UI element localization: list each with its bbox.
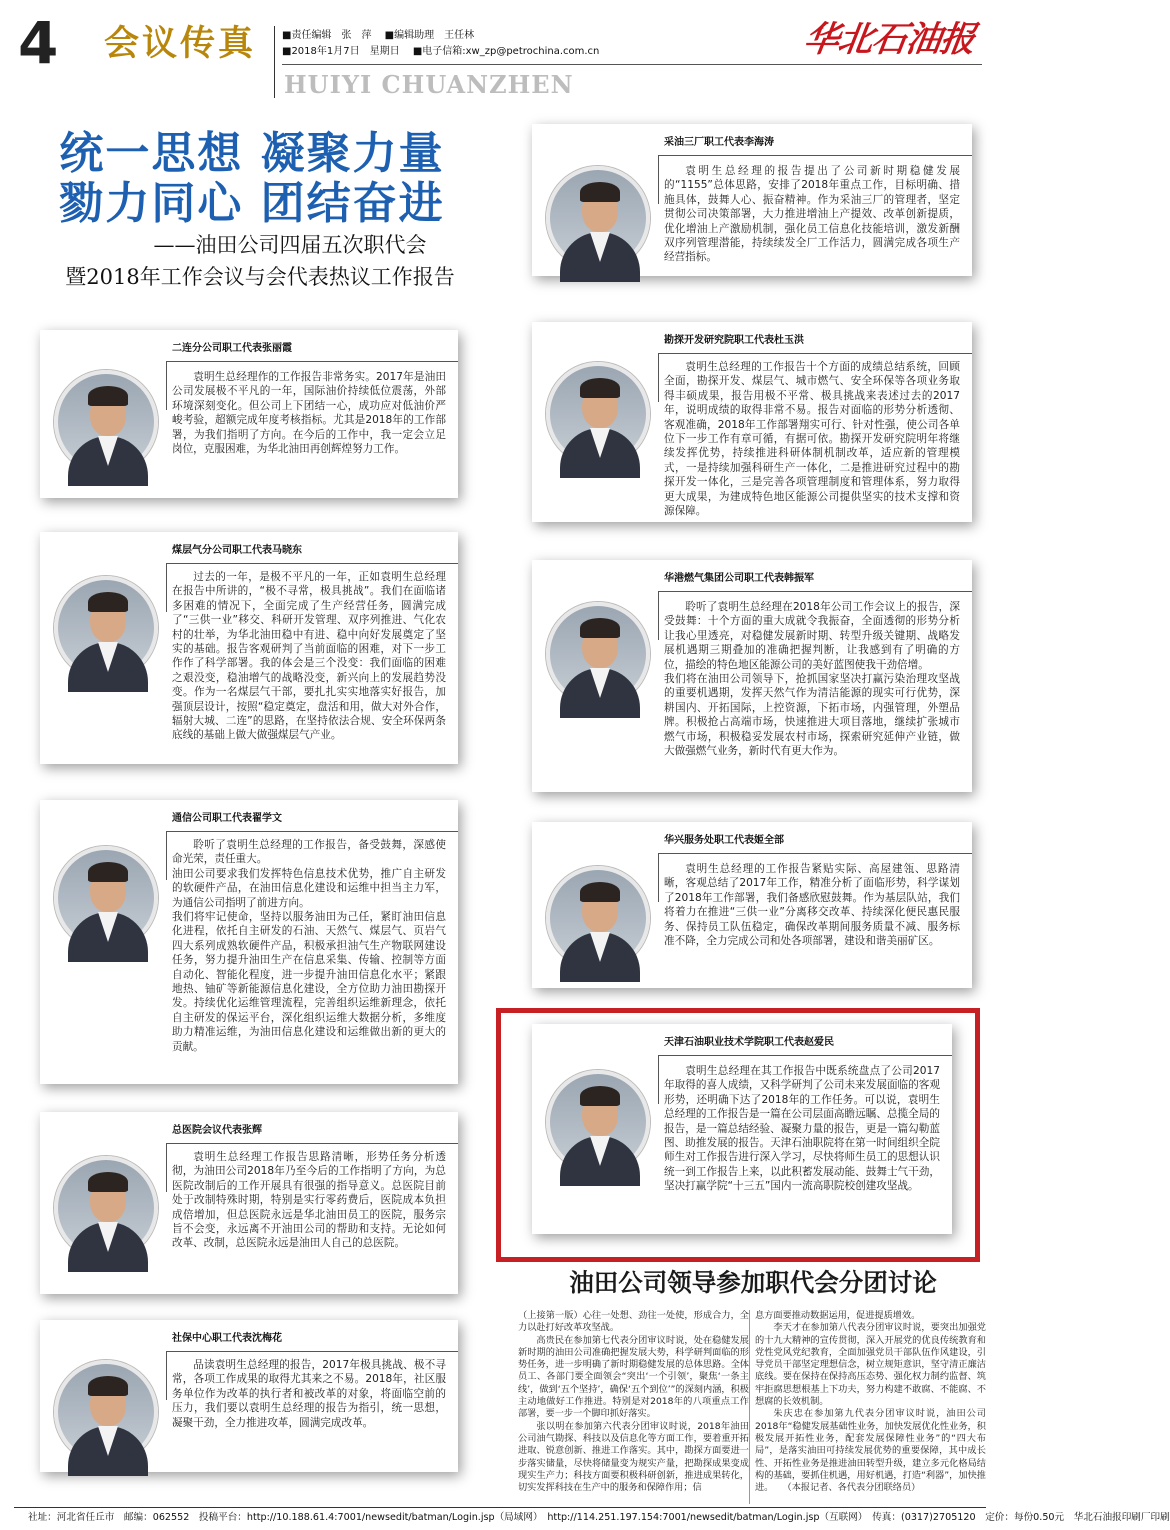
card-ji-quanbu bbox=[532, 822, 972, 988]
news-paragraph: 高贵民在参加第七代表分团审议时说，处在稳健发展新时期的油田公司准确把握发展大势，科学研判面临的形势任务，进一步明确了新时期稳健发展的总体思路。全体员工、各部门要全面领会“突出‘一个引领’，聚焦‘一条主线’，做到‘五个坚持’，确保‘五个到位’”的深刻内涵，积极主动地做好工作推进。特别是对2018年的八项重点工作部署，要一步一个脚印抓好落实。 bbox=[518, 1334, 749, 1420]
news-column-2 bbox=[755, 1310, 986, 1504]
masthead-row-date bbox=[282, 44, 609, 60]
statement-text: 袁明生总经理在其工作报告中既系统盘点了公司2017年取得的喜人成绩，又科学研判了公司未来发展面临的客观形势，还明确下达了2018年的工作任务。可以说，袁明生总经理的工作报告是一篇在公司层面高瞻远瞩、总揽全局的报告，是一篇总结经验、凝聚力量的报告，更是一篇勾勒蓝图、助推发展的报告。天津石油职院将在第一时间组织全院师生对工作报告进行深入学习，尽快将师生员工的思想认识统一到工作报告上来，以此积蓄发展动能、鼓舞士气干劲，坚决打赢学院“十三五”国内一流高职院校创建攻坚战。 bbox=[664, 1065, 940, 1193]
section-pinyin: HUIYI CHUANZHEN bbox=[284, 70, 574, 99]
statement-text: 过去的一年，是极不平凡的一年，正如袁明生总经理在报告中所讲的，“极不寻常，极具挑战”。我们在面临诸多困难的情况下，全面完成了生产经营任务，圆满完成了“三供一业”移交、科研开发管理、双序列推进、气化农村的壮举，为华北油田稳中有进、稳中向好发展奠定了坚实的基础。报告客观研判了当前面临的困难，对下一步工作作了科学部署。我的体会是三个没变：我们面临的困难之艰没变，稳油增气的战略没变，新兴向上的发展趋势没变。作为一名煤层气干部，要扎扎实实地落实好报告，加强顶层设计，按照“稳定奠定，盘活和用，做大对外合作，辐射大城、二连”的思路，在坚持依法合规、安全环保两条底线的基础上做大做强煤层气产业。 bbox=[172, 571, 446, 742]
portrait-photo bbox=[546, 362, 650, 466]
card-shen-meihua bbox=[40, 1320, 458, 1472]
section-title: 会议传真 bbox=[104, 23, 257, 64]
statement-text: 袁明生总经理的报告提出了公司新时期稳健发展的“1155”总体思路，安排了2018年重点工作，目标明确、措施具体，鼓舞人心、振奋精神。作为采油三厂的管理者，坚定贯彻公司决策部署，大力推进增油上产提效、改革创新提质，优化增油上产激励机制，强化员工信息化技能培训，激发新酬双序列管理潜能，持续续发全厂工作活力，圆满完成各项生产经营指标。 bbox=[664, 165, 960, 264]
statement-text: 袁明生总经理作的工作报告非常务实。2017年是油田公司发展极不平凡的一年，国际油价持续低位震荡，外部环境深刻变化。但公司上下团结一心，成功应对低油价严峻考验，超额完成年度考核指标。尤其是2018年的工作部署，为我们指明了方向。在今后的工作中，我一定会立足岗位，克服困难，为华北油田再创辉煌努力工作。 bbox=[172, 371, 446, 456]
card-ma-xiaodong bbox=[40, 532, 458, 764]
news-column-divider bbox=[749, 1310, 750, 1504]
headline-line-2: 勠力同心 团结奋进 bbox=[59, 178, 445, 229]
card-zhao-aimin bbox=[532, 1024, 952, 1234]
issue-date: ■2018年1月7日 星期日 bbox=[282, 46, 400, 57]
portrait-photo bbox=[54, 846, 158, 950]
representative-name: 二连分公司职工代表张丽霞 bbox=[166, 330, 458, 362]
headline-line-1: 统一思想 凝聚力量 bbox=[59, 128, 445, 179]
statement-text: 袁明生总经理的工作报告十个方面的成绩总结系统，回顾全面，勘探开发、煤层气、城市燃气、安全环保等各项业务取得丰硕成果，报告用极不平常、极具挑战来表述过去的2017年，说明成绩的取得非常不易。报告对面临的形势分析透彻、客观准确，2018年工作部署翔实可行、针对性强，使公司各单位下一步工作有章可循，有据可依。勘探开发研究院明年将继续发挥优势，持续推进科研体制机制改革，适应新的管理模式，一是持续加强科研生产一体化，二是推进研究过程中的勘探开发一体化，三是完善各项管理制度和管理体系，努力取得更大成果，为建成特色地区能源公司提供坚实的技术支撑和资源保障。 bbox=[664, 361, 960, 518]
news-paragraph: 朱庆忠在参加第九代表分团审议时说，油田公司2018年“稳健发展基础性业务，加快发展优化性业务，积极发展开拓性业务，配套发展保障性业务”的“四大布局”，是落实油田可持续发展优势的重要保障，其中成长性、开拓性业务是推进油田转型升级，建立多元化格局结构的基础，要抓住机遇，用好机遇，打造“利器”，加快推进。 （本报记者、各代表分团联络员） bbox=[755, 1408, 986, 1494]
subheadline-line-2: 暨2018年工作会议与会代表热议工作报告 bbox=[65, 265, 455, 289]
portrait-photo bbox=[546, 602, 650, 706]
assistant-editor-label: ■编辑助理 王任林 bbox=[384, 30, 475, 41]
statement-text: 袁明生总经理工作报告思路清晰，形势任务分析透彻，为油田公司2018年乃至今后的工作指明了方向，为总医院改制后的工作开展具有很强的指导意义。总医院目前处于改制特殊时期，特别是实行零药费后，医院成本负担成倍增加，但总医院永远是华北油田员工的医院，服务宗旨不会变，永远离不开油田公司的帮助和支持。无论如何改革、改制，总医院永远是油田人自己的总医院。 bbox=[172, 1151, 446, 1250]
representative-name: 煤层气分公司职工代表马晓东 bbox=[166, 532, 458, 564]
representative-name: 总医院会议代表张辉 bbox=[166, 1112, 458, 1144]
news-paragraph: 张以明在参加第六代表分团审议时说，2018年油田公司油气勘探、科技以及信息化等方面工作，要着重开拓进取、锐意创新、推进工作落实。其中，勘探方面要进一步落实储量，尽快将储量变为规实产量，把勘探成果变成现实生产力；科技方面要积极科研创新，推进成果转化，切实发挥科技在生产中的服务和保障作用；信 bbox=[518, 1420, 749, 1494]
footer-rule bbox=[14, 1507, 986, 1508]
news-paragraph: （上接第一版）心往一处想、劲往一处使，形成合力，全力以赴打好改革攻坚战。 bbox=[518, 1310, 749, 1334]
newspaper-logo: 华北石油报 bbox=[801, 19, 977, 60]
statement-text: 聆听了袁明生总经理的工作报告，备受鼓舞，深感使命光荣，责任重大。 油田公司要求我们发挥特色信息技术优势，推广自主研发的软硬件产品，在油田信息化建设和运维中担当主力军，为通信公司指明了前进方向。 我们将牢记使命，坚持以服务油田为己任，紧盯油田信息化进程，依托自主研发的石油、天然气、煤层气、页岩气四大系列成熟软硬件产品，积极承担油气生产物联网建设任务，努力提升油田生产在信息采集、传输、控制等方面自动化、智能化程度，进一步提升油田信息化水平；紧跟地热、铀矿等新能源信息化建设，全方位助力油田勘探开发。持续优化运维管理流程，完善组织运维新理念，依托自主研发的保运平台，深化组织运维大数据分析，多维度助力精准运维，为油田信息化建设和运维做出新的更大的贡献。 bbox=[172, 839, 446, 1053]
masthead-rule bbox=[282, 64, 982, 65]
portrait-photo bbox=[546, 1070, 650, 1174]
footer-imprint: 社址：河北省任丘市 邮编：062552 投稿平台：http://10.188.61.4:7001/newsedit/batman/Login.jsp（局域网） http://114.251.197.154:7001/newsedit/batman/Login.jsp（互联网） 传真：(0317)2705120 定价：每份0.50元 华北石油报印刷厂印刷 bbox=[28, 1512, 1170, 1523]
statement-text: 聆听了袁明生总经理在2018年公司工作会议上的报告，深受鼓舞：十个方面的重大成就令我振奋，全面透彻的形势分析让我心里透亮，对稳健发展新时期、转型升级关键期、战略发展机遇期三期叠加的准确把握判断，让我感到有了明确的方位，描绘的特色地区能源公司的美好蓝图使我干劲倍增。 我们将在油田公司领导下，抢抓国家坚决打赢污染治理攻坚战的重要机遇期，发挥天然气作为清洁能源的现实可行优势，深耕国内、开拓国际，上控资源，下拓市场，内强管理，外塑品牌。积极抢占高端市场，快速推进大项目落地，继续扩张城市燃气市场，积极稳妥发展农村市场，探索研究延伸产业链，做大做强燃气业务，新时代有更大作为。 bbox=[664, 601, 960, 758]
representative-name: 勘探开发研究院职工代表杜玉洪 bbox=[658, 322, 972, 354]
statement-text: 品读袁明生总经理的报告，2017年极具挑战、极不寻常，各项工作成果的取得尤其来之不易。2018年，社区服务单位作为改革的执行者和被改革的对象，将面临空前的压力，我们要以袁明生总经理的报告为指引，统一思想，凝聚干劲，全力推进攻革，圆满完成改革。 bbox=[172, 1359, 446, 1429]
representative-name: 天津石油职业技术学院职工代表赵爱民 bbox=[658, 1024, 952, 1056]
card-zhang-lixia bbox=[40, 330, 458, 498]
statement-text: 袁明生总经理的工作报告紧贴实际、高屋建瓴、思路清晰，客观总结了2017年工作，精准分析了面临形势，科学谋划了2018年工作部署，我们备感欣慰鼓舞。作为基层队站，我们将着力在推进“三供一业”分离移交改革、持续深化便民惠民服务、保持员工队伍稳定，确保改革期间服务质量不减、服务标准不降，全力完成公司和处各项部署，建设和谐美丽矿区。 bbox=[664, 863, 960, 948]
portrait-photo bbox=[54, 1156, 158, 1260]
news-body bbox=[518, 1310, 986, 1504]
representative-name: 华港燃气集团公司职工代表韩振军 bbox=[658, 560, 972, 592]
news-paragraph: 息方面要推动数据运用，促进提质增效。 bbox=[755, 1310, 921, 1321]
portrait-photo bbox=[54, 1360, 158, 1464]
representative-name: 通信公司职工代表翟学文 bbox=[166, 800, 458, 832]
page-number: 4 bbox=[18, 9, 59, 77]
subheadline-line-1: ——油田公司四届五次职代会 bbox=[153, 233, 427, 257]
card-han-zhenjun bbox=[532, 560, 972, 792]
editor-label: ■责任编辑 张 萍 bbox=[282, 30, 372, 41]
masthead-info bbox=[282, 28, 609, 60]
news-paragraph: 李天才在参加第八代表分团审议时说，要突出加强党的十九大精神的宣传贯彻，深入开展党的优良传统教育和党性党风党纪教育，全面加强党员干部队伍作风建设，引导党员干部坚定理想信念，树立规矩意识，坚守清正廉洁底线。要在保持在保持高压态势、强化权力制约监督、筑牢拒腐思想根基上下功夫，努力构建不敢腐、不能腐、不想腐的长效机制。 bbox=[755, 1322, 986, 1408]
card-zhang-hui bbox=[40, 1112, 458, 1294]
card-zhai-xuewen bbox=[40, 800, 458, 1084]
portrait-photo bbox=[546, 166, 650, 270]
card-li-haitao bbox=[532, 124, 972, 276]
representative-name: 采油三厂职工代表李海涛 bbox=[658, 124, 972, 156]
masthead-divider bbox=[274, 26, 275, 98]
masthead-row-editors bbox=[282, 28, 609, 44]
contact-email: ■电子信箱:xw_zp@petrochina.com.cn bbox=[412, 46, 600, 57]
representative-name: 社保中心职工代表沈梅花 bbox=[166, 1320, 458, 1352]
representative-name: 华兴服务处职工代表姬全部 bbox=[658, 822, 972, 854]
portrait-photo bbox=[54, 576, 158, 680]
portrait-photo bbox=[54, 370, 158, 474]
portrait-photo bbox=[546, 866, 650, 970]
card-du-yuhong bbox=[532, 322, 972, 522]
news-title: 油田公司领导参加职代会分团讨论 bbox=[569, 1268, 937, 1297]
news-column-1 bbox=[518, 1310, 749, 1504]
